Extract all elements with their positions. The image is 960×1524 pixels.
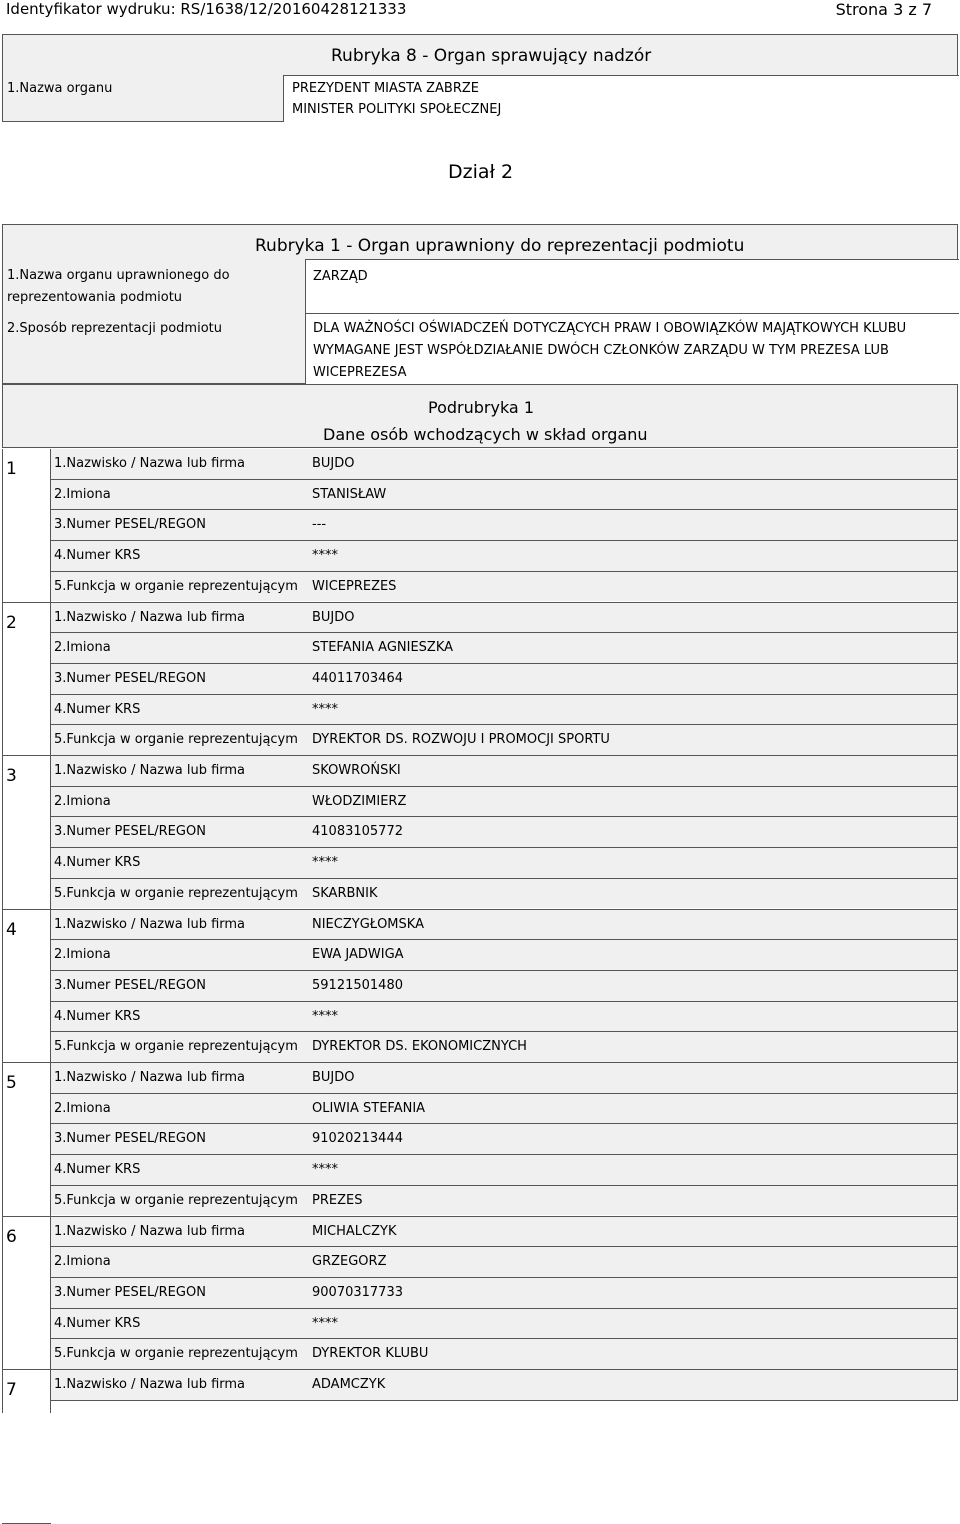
authorized-organ-label: reprezentowania podmiotu — [7, 290, 183, 305]
block-divider — [2, 1369, 51, 1370]
person-row — [51, 633, 957, 663]
field-value-funkcja: SKARBNIK — [312, 885, 378, 901]
field-value-imiona: OLIWIA STEFANIA — [312, 1100, 426, 1116]
number-column-divider — [2, 449, 3, 603]
field-value-nazwisko: ADAMCZYK — [312, 1377, 386, 1392]
field-value-krs: **** — [312, 548, 338, 564]
field-label-imiona: 2.Imiona — [54, 947, 111, 963]
person-row — [51, 1309, 957, 1339]
field-label-krs: 4.Numer KRS — [54, 1315, 141, 1331]
block-divider — [2, 602, 51, 603]
person-number: 2 — [6, 612, 17, 633]
person-row — [51, 1002, 957, 1032]
row-right-border — [957, 879, 958, 910]
row-right-border — [957, 449, 958, 480]
podrubryka-header — [2, 384, 958, 448]
person-row — [51, 541, 957, 571]
field-value-imiona: GRZEGORZ — [312, 1254, 387, 1270]
row-right-border — [957, 787, 958, 818]
row-right-border — [957, 725, 958, 756]
block-divider — [2, 1523, 51, 1524]
field-value-pesel: --- — [312, 517, 327, 533]
representation-method-line: DLA WAŻNOŚCI OŚWIADCZEŃ DOTYCZĄCYCH PRAW I OBOWIĄZKÓW MAJĄTKOWYCH KLUBU — [313, 321, 907, 336]
row-right-border — [957, 1063, 958, 1094]
field-label-pesel: 3.Numer PESEL/REGON — [54, 670, 206, 686]
row-right-border — [957, 480, 958, 511]
person-row — [51, 1094, 957, 1124]
row-right-border — [957, 971, 958, 1002]
field-value-funkcja: DYREKTOR DS. ROZWOJU I PROMOCJI SPORTU — [312, 732, 610, 748]
field-value-nazwisko: BUJDO — [312, 1070, 355, 1085]
field-label-krs: 4.Numer KRS — [54, 1008, 141, 1024]
number-column-divider — [2, 1217, 3, 1371]
representation-method-line: WICEPREZESA — [313, 365, 407, 380]
field-value-funkcja: PREZES — [312, 1192, 363, 1208]
row-right-border — [957, 940, 958, 971]
field-label-imiona: 2.Imiona — [54, 640, 111, 656]
block-divider — [2, 755, 51, 756]
field-value-funkcja: DYREKTOR KLUBU — [312, 1346, 429, 1362]
row-right-border — [957, 541, 958, 572]
field-value-krs: **** — [312, 701, 338, 717]
row-right-border — [957, 1370, 958, 1401]
field-label-pesel: 3.Numer PESEL/REGON — [54, 824, 206, 840]
field-label-nazwisko: 1.Nazwisko / Nazwa lub firma — [54, 456, 246, 471]
field-label-nazwisko: 1.Nazwisko / Nazwa lub firma — [54, 1070, 246, 1085]
field-value-nazwisko: BUJDO — [312, 609, 355, 625]
field-label-nazwisko: 1.Nazwisko / Nazwa lub firma — [54, 763, 246, 778]
row-right-border — [957, 510, 958, 541]
row-right-border — [957, 1278, 958, 1309]
row-right-border — [957, 1309, 958, 1340]
field-label-funkcja: 5.Funkcja w organie reprezentującym — [54, 732, 298, 748]
field-label-krs: 4.Numer KRS — [54, 1162, 141, 1178]
person-number: 3 — [6, 766, 17, 786]
row-right-border — [957, 664, 958, 695]
block-divider — [2, 1062, 51, 1063]
field-value-krs: **** — [312, 1008, 338, 1024]
number-column-divider — [2, 1370, 3, 1413]
person-number: 7 — [6, 1380, 17, 1400]
representation-method-line: WYMAGANE JEST WSPÓŁDZIAŁANIE DWÓCH CZŁONKÓW ZARZĄDU W TYM PREZESA LUB — [313, 343, 889, 358]
rubryka-1-section — [2, 224, 958, 384]
row-right-border — [957, 817, 958, 848]
field-label-pesel: 3.Numer PESEL/REGON — [54, 977, 206, 993]
person-row — [51, 787, 957, 817]
row-right-border — [957, 1217, 958, 1248]
organ-name-value: PREZYDENT MIASTA ZABRZE — [292, 81, 479, 96]
field-value-pesel: 59121501480 — [312, 977, 403, 993]
representation-method-label: 2.Sposób reprezentacji podmiotu — [7, 321, 222, 336]
person-row — [51, 480, 957, 510]
field-value-krs: **** — [312, 855, 338, 871]
block-divider — [2, 909, 51, 910]
field-label-nazwisko: 1.Nazwisko / Nazwa lub firma — [54, 916, 246, 932]
field-value-krs: **** — [312, 1162, 338, 1178]
field-value-funkcja: DYREKTOR DS. EKONOMICZNYCH — [312, 1039, 527, 1055]
rubryka-1-title: Rubryka 1 - Organ uprawniony do reprezentacji podmiotu — [255, 236, 745, 256]
field-label-imiona: 2.Imiona — [54, 1254, 111, 1270]
person-row — [51, 848, 957, 878]
field-value-imiona: EWA JADWIGA — [312, 947, 404, 963]
authorized-organ-label: 1.Nazwa organu uprawnionego do — [7, 268, 230, 283]
field-value-imiona: WŁODZIMIERZ — [312, 793, 407, 809]
field-value-pesel: 44011703464 — [312, 670, 403, 686]
field-label-pesel: 3.Numer PESEL/REGON — [54, 517, 206, 533]
field-value-imiona: STEFANIA AGNIESZKA — [312, 640, 454, 656]
row-right-border — [957, 1002, 958, 1033]
number-column-divider — [2, 603, 3, 757]
person-row — [51, 940, 957, 970]
person-row — [51, 695, 957, 725]
row-right-border — [957, 1155, 958, 1186]
field-label-imiona: 2.Imiona — [54, 793, 111, 809]
field-value-pesel: 90070317733 — [312, 1284, 403, 1300]
person-row — [51, 1155, 957, 1185]
field-label-pesel: 3.Numer PESEL/REGON — [54, 1131, 206, 1147]
row-right-border — [957, 1186, 958, 1217]
number-column-divider — [2, 756, 3, 910]
field-label-funkcja: 5.Funkcja w organie reprezentującym — [54, 1192, 298, 1208]
representation-method-cell — [305, 313, 959, 384]
person-number: 5 — [6, 1073, 17, 1093]
field-label-krs: 4.Numer KRS — [54, 548, 141, 564]
person-row — [51, 1247, 957, 1277]
field-value-pesel: 41083105772 — [312, 824, 403, 840]
page-number: Strona 3 z 7 — [835, 0, 932, 19]
field-label-nazwisko: 1.Nazwisko / Nazwa lub firma — [54, 609, 246, 625]
field-value-nazwisko: BUJDO — [312, 456, 355, 471]
field-label-imiona: 2.Imiona — [54, 1100, 111, 1116]
field-value-nazwisko: NIECZYGŁOMSKA — [312, 916, 424, 932]
row-right-border — [957, 848, 958, 879]
field-label-funkcja: 5.Funkcja w organie reprezentującym — [54, 1039, 298, 1055]
row-divider — [51, 1400, 958, 1401]
organ-name-value-cell — [283, 75, 959, 122]
row-right-border — [957, 1339, 958, 1370]
field-value-nazwisko: MICHALCZYK — [312, 1223, 397, 1239]
row-right-border — [957, 910, 958, 941]
field-label-nazwisko: 1.Nazwisko / Nazwa lub firma — [54, 1223, 246, 1239]
field-value-krs: **** — [312, 1315, 338, 1331]
print-identifier: Identyfikator wydruku: RS/1638/12/20160428121333 — [6, 0, 407, 18]
person-number: 6 — [6, 1226, 17, 1247]
number-column-divider — [2, 1063, 3, 1217]
field-label-funkcja: 5.Funkcja w organie reprezentującym — [54, 1346, 298, 1362]
podrubryka-title: Podrubryka 1 — [428, 398, 534, 417]
field-label-krs: 4.Numer KRS — [54, 855, 141, 871]
authorized-organ-value-cell — [305, 259, 959, 314]
section-title: Dział 2 — [448, 161, 514, 183]
person-number: 1 — [6, 459, 17, 479]
field-label-krs: 4.Numer KRS — [54, 701, 141, 717]
number-column-divider — [2, 910, 3, 1064]
field-value-nazwisko: SKOWROŃSKI — [312, 763, 401, 778]
field-value-imiona: STANISŁAW — [312, 486, 387, 502]
row-right-border — [957, 572, 958, 603]
organ-name-value: MINISTER POLITYKI SPOŁECZNEJ — [292, 102, 502, 117]
row-right-border — [957, 1124, 958, 1155]
row-right-border — [957, 633, 958, 664]
row-right-border — [957, 756, 958, 787]
field-label-pesel: 3.Numer PESEL/REGON — [54, 1284, 206, 1300]
podrubryka-subtitle: Dane osób wchodzących w skład organu — [323, 425, 648, 444]
person-number: 4 — [6, 919, 17, 940]
field-label-funkcja: 5.Funkcja w organie reprezentującym — [54, 578, 298, 594]
field-value-funkcja: WICEPREZES — [312, 578, 397, 594]
row-right-border — [957, 695, 958, 726]
field-label-imiona: 2.Imiona — [54, 486, 111, 502]
block-divider — [2, 1216, 51, 1217]
row-right-border — [957, 1094, 958, 1125]
field-label-funkcja: 5.Funkcja w organie reprezentującym — [54, 885, 298, 901]
field-value-pesel: 91020213444 — [312, 1131, 403, 1147]
rubryka-8-title: Rubryka 8 - Organ sprawujący nadzór — [331, 46, 652, 66]
row-right-border — [957, 1247, 958, 1278]
authorized-organ-value: ZARZĄD — [313, 269, 368, 284]
rubryka-8-section — [2, 34, 958, 122]
row-right-border — [957, 603, 958, 634]
field-label-nazwisko: 1.Nazwisko / Nazwa lub firma — [54, 1377, 246, 1392]
row-right-border — [957, 1032, 958, 1063]
organ-name-label: 1.Nazwa organu — [7, 81, 113, 96]
